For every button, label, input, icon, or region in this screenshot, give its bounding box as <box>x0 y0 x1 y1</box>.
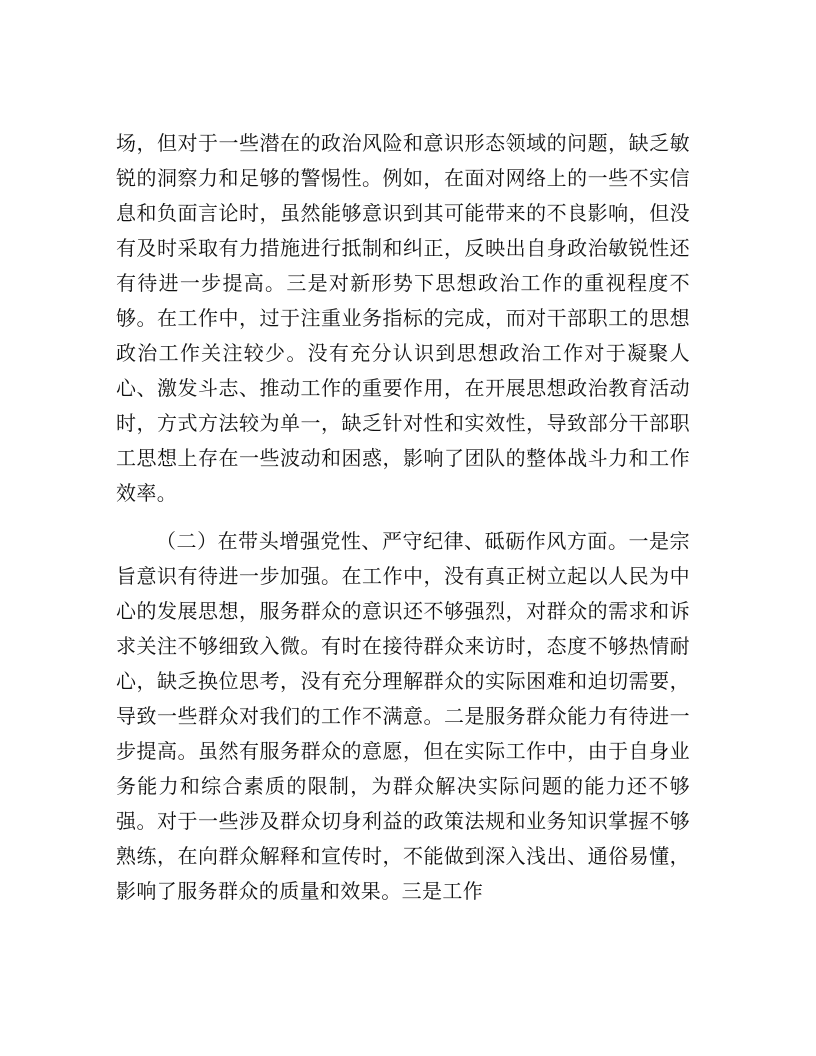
paragraph-section-two: （二）在带头增强党性、严守纪律、砥砺作风方面。一是宗旨意识有待进一步加强。在工作中，没有真正树立起以人民为中心的发展思想，服务群众的意识还不够强烈，对群众的需求和诉求关注不够细致入微。有时在接待群众来访时，态度不够热情耐心，缺乏换位思考，没有充分理解群众的实际困难和迫切需要，导致一些群众对我们的工作不满意。二是服务群众能力有待进一步提高。虽然有服务群众的意愿，但在实际工作中，由于自身业务能力和综合素质的限制，为群众解决实际问题的能力还不够强。对于一些涉及群众切身利益的政策法规和业务知识掌握不够熟练，在向群众解释和宣传时，不能做到深入浅出、通俗易懂，影响了服务群众的质量和效果。三是工作 <box>116 529 690 903</box>
document-body <box>116 126 690 909</box>
paragraph-continuation: 场，但对于一些潜在的政治风险和意识形态领域的问题，缺乏敏锐的洞察力和足够的警惕性。例如，在面对网络上的一些不实信息和负面言论时，虽然能够意识到其可能带来的不良影响，但没有及时采取有力措施进行抵制和纠正，反映出自身政治敏锐性还有待进一步提高。三是对新形势下思想政治工作的重视程度不够。在工作中，过于注重业务指标的完成，而对干部职工的思想政治工作关注较少。没有充分认识到思想政治工作对于凝聚人心、激发斗志、推动工作的重要作用，在开展思想政治教育活动时，方式方法较为单一，缺乏针对性和实效性，导致部分干部职工思想上存在一些波动和困惑，影响了团队的整体战斗力和工作效率。 <box>116 131 690 505</box>
